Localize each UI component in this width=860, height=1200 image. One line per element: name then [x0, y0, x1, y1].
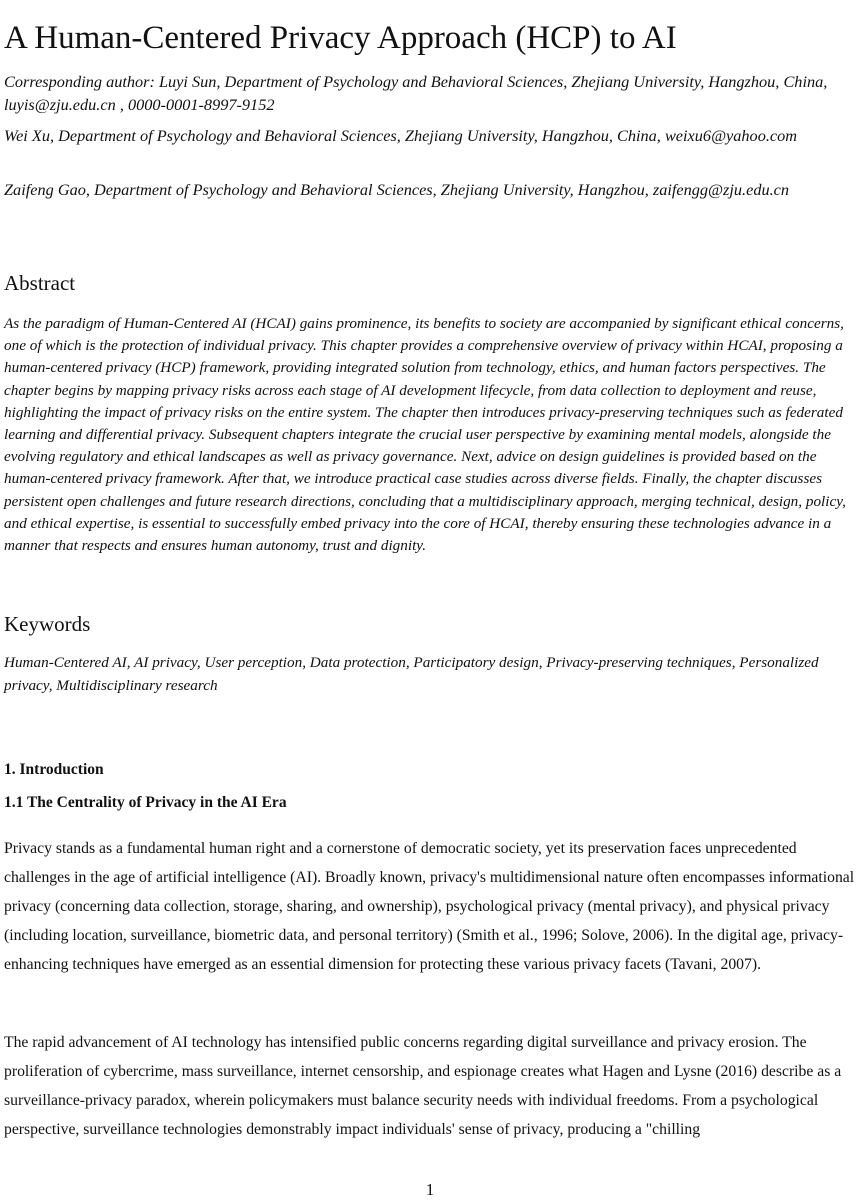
author-affiliation-2: Wei Xu, Department of Psychology and Behavioral Sciences, Zhejiang University, Hangzhou, China, weixu6@yahoo.com: [4, 126, 798, 145]
body-paragraph-2: The rapid advancement of AI technology has intensified public concerns regarding digital surveillance and privacy erosion. The proliferation of cybercrime, mass surveillance, internet censorship, and espionage creates what Hagen and Lysne (2016) describe as a surveillance-privacy paradox, wherein policymakers must balance security needs with individual freedoms. From a psychological perspective, surveillance technologies demonstrably impact individuals' sense of privacy, producing a "chilling: [4, 1034, 842, 1138]
paper-title: A Human-Centered Privacy Approach (HCP) to AI: [4, 20, 677, 56]
page-number: 1: [425, 1180, 435, 1199]
body-paragraph-1: Privacy stands as a fundamental human right and a cornerstone of democratic society, yet its preservation faces unprecedented challenges in the age of artificial intelligence (AI). Broadly known, privacy's multidimensional nature often encompasses informational privacy (concerning data collection, storage, sharing, and ownership), psychological privacy (mental privacy), and physical privacy (including location, surveillance, biometric data, and personal territory) (Smith et al., 1996; Solove, 2006). In the digital age, privacy-enhancing techniques have emerged as an essential dimension for protecting these various privacy facets (Tavani, 2007).: [4, 840, 855, 973]
subsection-heading: 1.1 The Centrality of Privacy in the AI Era: [4, 794, 287, 811]
author-affiliation-1: Corresponding author: Luyi Sun, Department of Psychology and Behavioral Sciences, Zhejiang University, Hangzhou, China, luyis@zju.edu.cn , 0000-0001-8997-9152: [4, 72, 828, 114]
keywords-text: Human-Centered AI, AI privacy, User perception, Data protection, Participatory design, Privacy-preserving techniques, Personalized privacy, Multidisciplinary research: [4, 654, 819, 694]
keywords-heading: Keywords: [4, 612, 91, 636]
abstract-text: As the paradigm of Human-Centered AI (HCAI) gains prominence, its benefits to society are accompanied by significant ethical concerns, one of which is the protection of individual privacy. This chapter provides a comprehensive overview of privacy within HCAI, proposing a human-centered privacy (HCP) framework, providing integrated solution from technology, ethics, and human factors perspectives. The chapter begins by mapping privacy risks across each stage of AI development lifecycle, from data collection to deployment and reuse, highlighting the impact of privacy risks on the entire system. The chapter then introduces privacy-preserving techniques such as federated learning and differential privacy. Subsequent chapters integrate the crucial user perspective by examining mental models, alongside the evolving regulatory and ethical landscapes as well as privacy governance. Next, advice on design guidelines is provided based on the human-centered privacy framework. After that, we introduce practical case studies across diverse fields. Finally, the chapter discusses persistent open challenges and future research directions, concluding that a multidisciplinary approach, merging technical, design, policy, and ethical expertise, is essential to successfully embed privacy into the core of HCAI, thereby ensuring these technologies advance in a manner that respects and ensures human autonomy, trust and dignity.: [4, 315, 846, 555]
abstract-heading: Abstract: [4, 271, 76, 295]
author-affiliation-3: Zaifeng Gao, Department of Psychology and Behavioral Sciences, Zhejiang University, Hangzhou, zaifengg@zju.edu.cn: [4, 180, 790, 199]
section-heading: 1. Introduction: [4, 761, 104, 778]
